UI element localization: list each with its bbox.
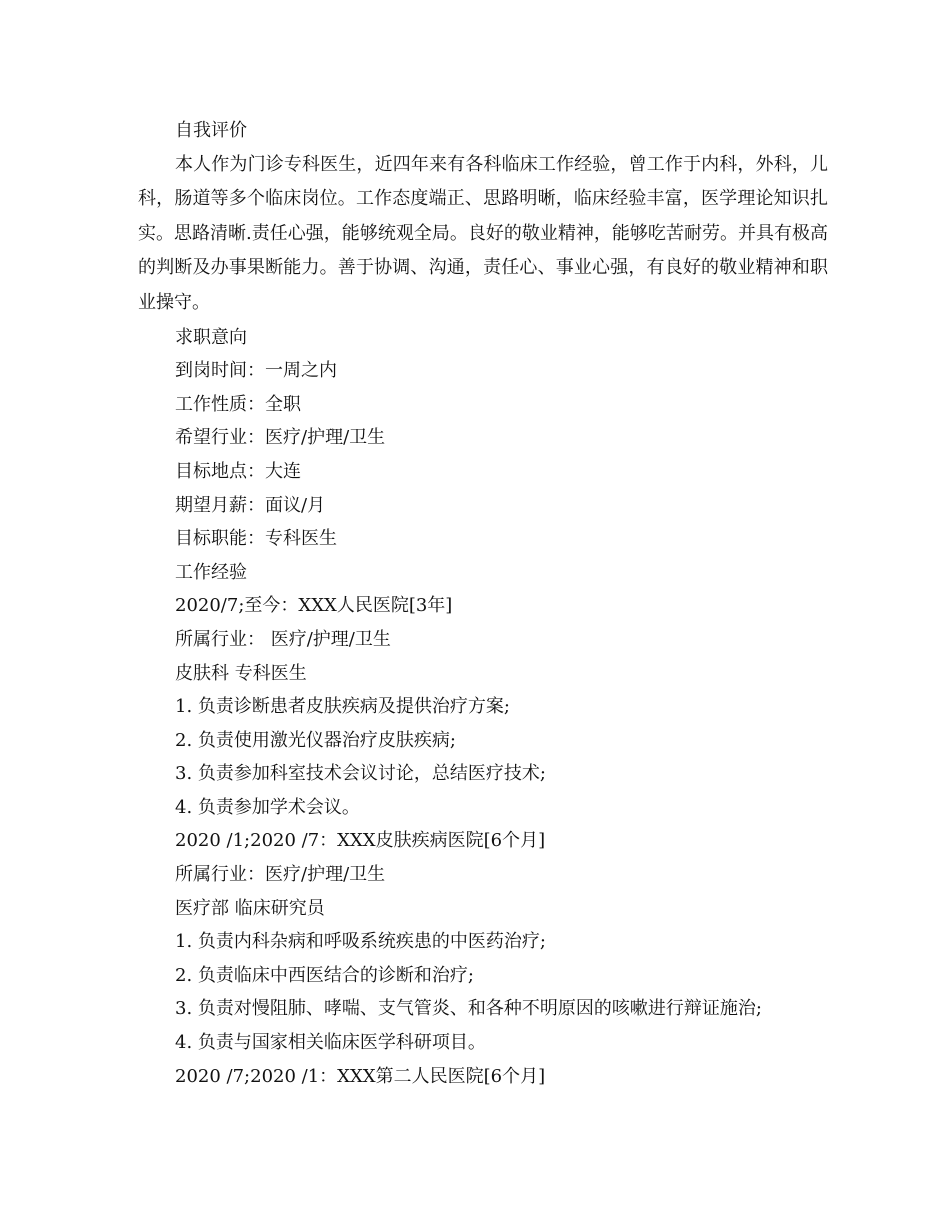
self-evaluation-paragraph: 本人作为门诊专科医生，近四年来有各科临床工作经验，曾工作于内科，外科，儿科，肠道等多个临床岗位。工作态度端正、思路明晰，临床经验丰富，医学理论知识扎实。思路清晰.责任心强，能够统观全局。良好的敬业精神，能够吃苦耐劳。并具有极高的判断及办事果断能力。善于协调、沟通，责任心、事业心强，有良好的敬业精神和职业操守。 [138,153,828,313]
intent-work-nature: 工作性质：全职 [175,393,301,415]
job-duty: 1. 负责内科杂病和呼吸系统疾患的中医药治疗; [175,931,546,953]
intent-location: 目标地点：大连 [175,460,301,482]
job-role: 皮肤科 专科医生 [175,662,307,684]
intent-salary: 期望月薪：面议/月 [175,494,326,516]
job-intent-heading: 求职意向 [175,326,247,348]
job-period: 2020/7;至今：XXX人民医院[3年] [175,595,453,617]
work-experience-heading: 工作经验 [175,561,247,583]
document-body [138,114,828,1093]
job-period: 2020 /7;2020 /1：XXX第二人民医院[6个月] [175,1065,546,1087]
job-duty: 4. 负责与国家相关临床医学科研项目。 [175,1032,486,1054]
intent-arrival-time: 到岗时间：一周之内 [175,360,337,382]
job-duty: 2. 负责使用激光仪器治疗皮肤疾病; [175,729,456,751]
job-duty: 3. 负责参加科室技术会议讨论，总结医疗技术; [175,763,546,785]
intent-function: 目标职能：专科医生 [175,528,337,550]
job-duty: 1. 负责诊断患者皮肤疾病及提供治疗方案; [175,696,510,718]
intent-industry: 希望行业：医疗/护理/卫生 [175,427,386,449]
job-duty: 4. 负责参加学术会议。 [175,796,360,818]
job-duty: 3. 负责对慢阻肺、哮喘、支气管炎、和各种不明原因的咳嗽进行辩证施治; [175,998,762,1020]
job-industry: 所属行业：医疗/护理/卫生 [175,864,386,886]
job-role: 医疗部 临床研究员 [175,897,325,919]
job-industry: 所属行业： 医疗/护理/卫生 [175,628,391,650]
job-period: 2020 /1;2020 /7：XXX皮肤疾病医院[6个月] [175,830,546,852]
job-duty: 2. 负责临床中西医结合的诊断和治疗; [175,964,474,986]
self-evaluation-heading: 自我评价 [175,120,247,141]
